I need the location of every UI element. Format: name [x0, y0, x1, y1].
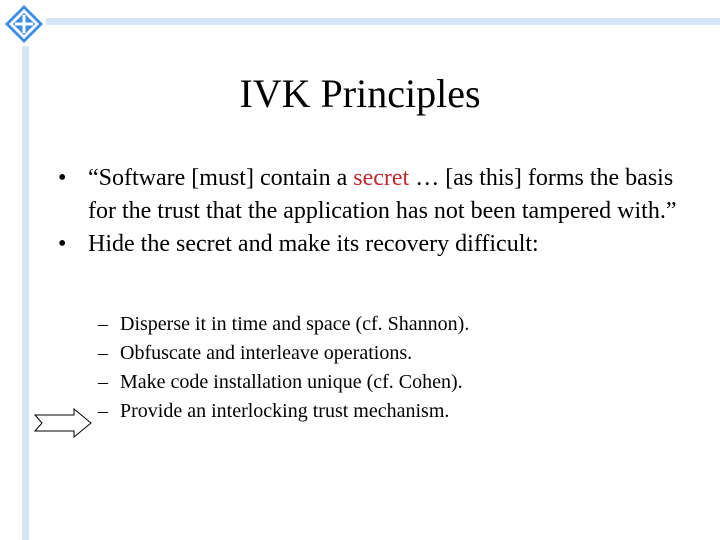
- bullet-text: [88, 162, 698, 228]
- sub-bullet-list: [98, 310, 698, 426]
- diamond-logo-icon: [4, 4, 44, 44]
- sub-bullet-text: Disperse it in time and space (cf. Shannon).: [120, 313, 470, 335]
- bullet-marker: •: [58, 165, 67, 191]
- sub-bullet-item: [98, 310, 698, 339]
- bullet-marker: •: [58, 231, 67, 257]
- slide-title: IVK Principles: [239, 71, 481, 116]
- bullet-item: [58, 162, 698, 228]
- bullet-list: [58, 162, 698, 261]
- sub-bullet-text: Make code installation unique (cf. Cohen).: [120, 371, 463, 393]
- sub-bullet-text: Provide an interlocking trust mechanism.: [120, 400, 450, 422]
- sub-bullet-text: Obfuscate and interleave operations.: [120, 342, 413, 364]
- top-frame-bar: [46, 18, 720, 25]
- quote-text-end: … [as this] forms the basis for the trust that the application has not been tampered with.”: [88, 165, 677, 224]
- sub-bullet-item: [98, 397, 698, 426]
- sub-bullet-marker: –: [98, 400, 108, 422]
- quote-text-start: “Software [must] contain a: [88, 165, 354, 191]
- left-frame-bar: [22, 46, 29, 540]
- highlighted-word: secret: [353, 165, 410, 191]
- sub-bullet-marker: –: [98, 313, 108, 335]
- sub-bullet-item: [98, 339, 698, 368]
- sub-bullet-item: [98, 368, 698, 397]
- sub-bullet-marker: –: [98, 342, 108, 364]
- sub-bullet-marker: –: [98, 371, 108, 393]
- bullet-item: [58, 228, 698, 261]
- right-arrow-icon: [34, 408, 92, 438]
- bullet-text: Hide the secret and make its recovery difficult:: [88, 231, 539, 257]
